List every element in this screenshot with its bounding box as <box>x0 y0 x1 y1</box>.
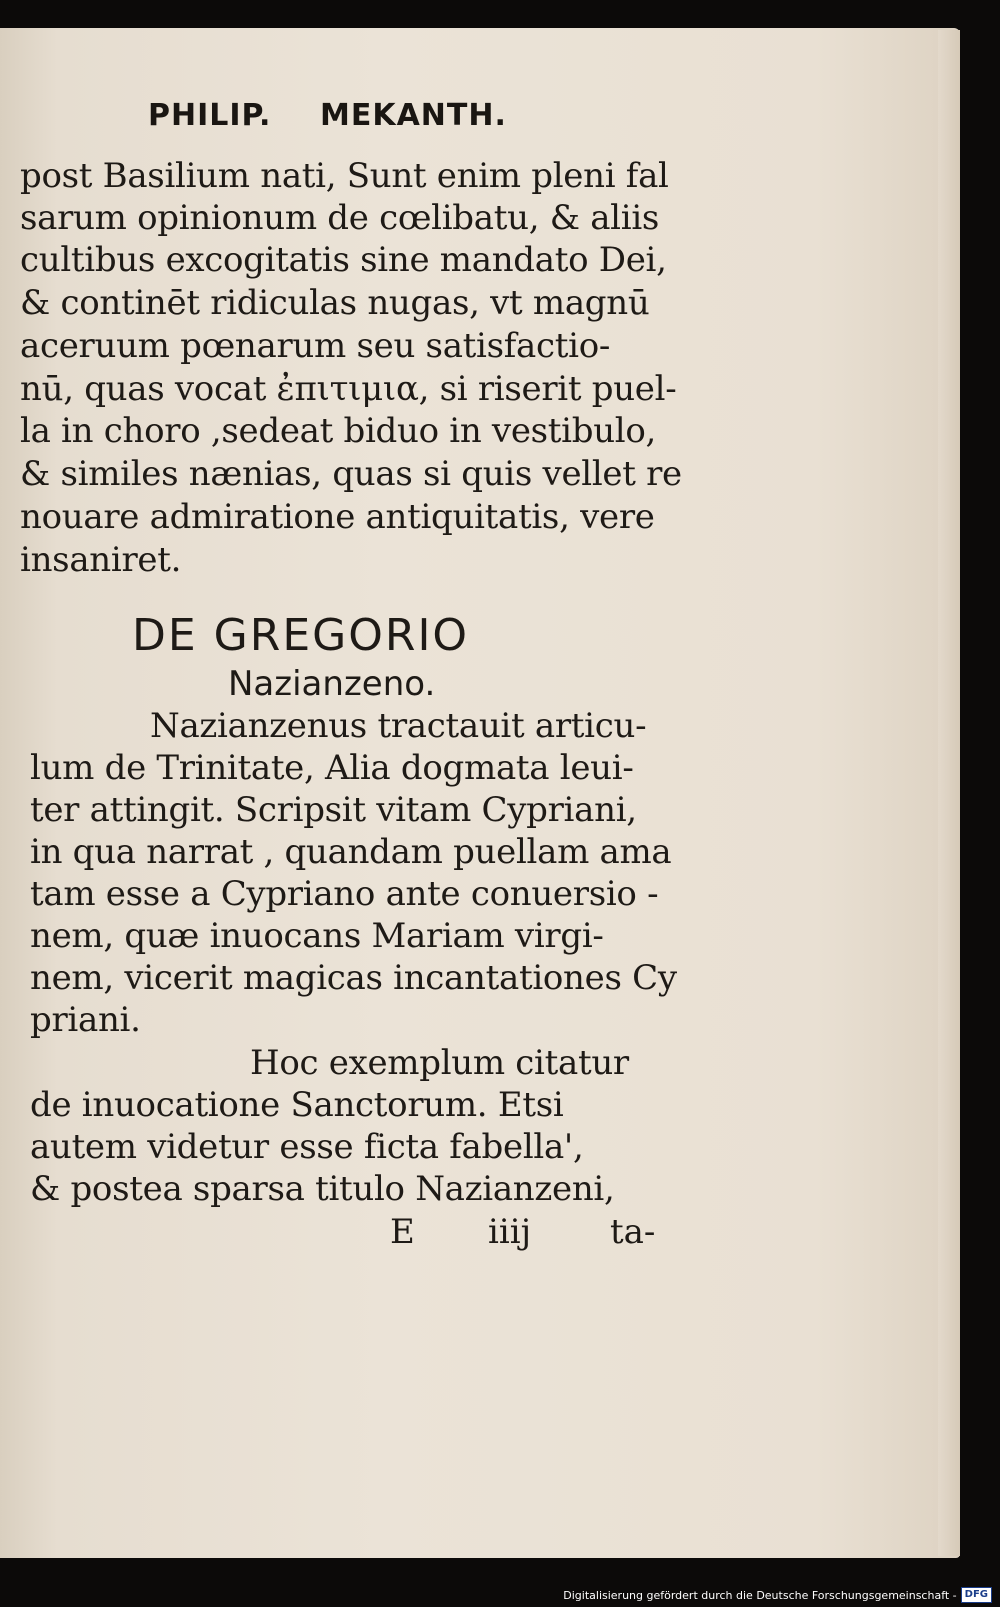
body-line: cultibus excogitatis sine mandato Dei, <box>20 240 667 280</box>
page-edge <box>938 30 960 1556</box>
paragraph-line: tam esse a Cypriano ante conuersio - <box>30 874 659 914</box>
body-line: & continēt ridiculas nugas, vt magnū <box>20 283 650 323</box>
paragraph-line: lum de Trinitate, Alia dogmata leui- <box>30 748 634 788</box>
paragraph-line: priani. <box>30 1000 141 1040</box>
body-line: sarum opinionum de cœlibatu, & aliis <box>20 198 660 238</box>
paragraph-line: de inuocatione Sanctorum. Etsi <box>30 1085 564 1125</box>
section-title: DE GREGORIO <box>132 610 470 661</box>
paragraph-line: & postea sparsa titulo Nazianzeni, <box>30 1169 615 1209</box>
paragraph-line: ter attingit. Scripsit vitam Cypriani, <box>30 790 637 830</box>
footer-text: Digitalisierung gefördert durch die Deutsche Forschungsgemeinschaft - <box>563 1588 957 1602</box>
catchword: ta- <box>610 1212 656 1252</box>
paragraph-line: Hoc exemplum citatur <box>250 1043 629 1083</box>
paragraph-line: nem, vicerit magicas incantationes Cy <box>30 958 677 998</box>
body-line: nouare admiratione antiquitatis, vere <box>20 497 655 537</box>
dfg-logo-icon: DFG <box>961 1587 992 1603</box>
running-head-right: MEKANTH. <box>320 98 507 133</box>
body-line: aceruum pœnarum seu satisfactio- <box>20 326 611 366</box>
section-subtitle: Nazianzeno. <box>228 664 436 704</box>
footer-credit <box>563 1587 992 1603</box>
running-head-left: PHILIP. <box>148 98 272 133</box>
body-line: insaniret. <box>20 540 182 580</box>
signature-mark: E <box>390 1212 415 1252</box>
body-line: la in choro ,sedeat biduo in vestibulo, <box>20 411 657 451</box>
paragraph-line: autem videtur esse ficta fabella', <box>30 1127 584 1167</box>
body-line: & similes nænias, quas si quis vellet re <box>20 454 682 494</box>
paragraph-line: Nazianzenus tractauit articu- <box>150 706 647 746</box>
body-line: nū, quas vocat ἐπιτιμια, si riserit puel- <box>20 369 677 409</box>
paragraph-line: in qua narrat , quandam puellam ama <box>30 832 672 872</box>
signature-number: iiij <box>488 1212 532 1252</box>
paragraph-line: nem, quæ inuocans Mariam virgi- <box>30 916 604 956</box>
body-line: post Basilium nati, Sunt enim pleni fal <box>20 156 669 196</box>
